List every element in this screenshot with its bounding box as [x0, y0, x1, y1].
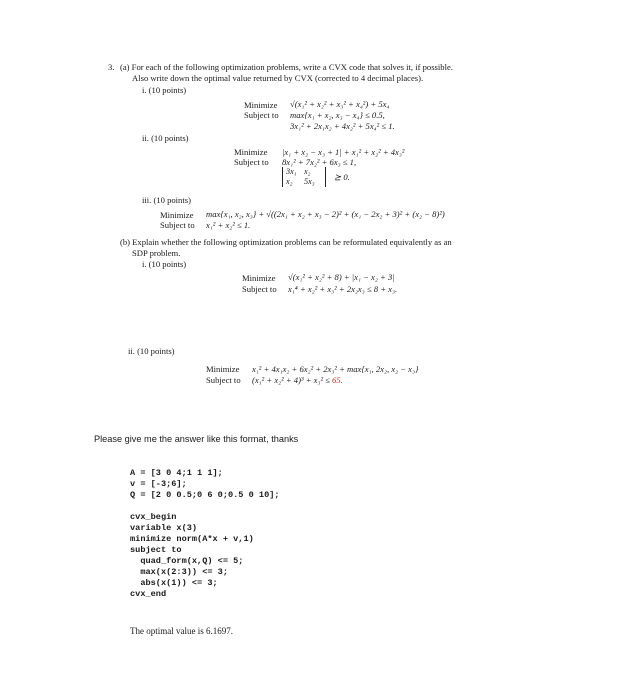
problem-b-ii-constraint-1 [252, 375, 343, 385]
code-line: quad_form(x,Q) <= 5; [130, 556, 244, 566]
code-line: cvx_begin [130, 512, 177, 522]
problem-b-i-minimize-word: Minimize [242, 273, 276, 283]
problem-a-iii-minimize-word: Minimize [160, 210, 194, 220]
code-line: max(x(2:3)) <= 3; [130, 567, 228, 577]
request-text: Please give me the answer like this format, thanks [94, 434, 299, 444]
problem-a-ii-psd-relation: ⪰ 0. [334, 172, 350, 182]
question-number: 3. [108, 62, 115, 72]
part-b-intro-line1: (b) Explain whether the following optimization problems can be reformulated equivalently as an [120, 237, 452, 247]
matrix-r2c1: x₂ [286, 177, 293, 186]
problem-a-iii-label: iii. (10 points) [142, 195, 191, 205]
code-line [130, 501, 280, 512]
problem-a-ii-matrix [282, 167, 326, 187]
problem-a-iii-subject-word: Subject to [160, 220, 195, 230]
problem-a-iii-constraint-1: x₁² + x₂² ≤ 1. [206, 220, 251, 230]
problem-b-ii-label: ii. (10 points) [128, 346, 175, 356]
matrix-r1c2: x₂ [304, 167, 311, 176]
problem-a-i-minimize-word: Minimize [244, 100, 278, 110]
matrix-r2c2: 5x₃ [304, 177, 315, 186]
part-a-intro-line1: (a) For each of the following optimization problems, write a CVX code that solves it, if possible. [120, 62, 453, 72]
problem-a-i-constraint-1: max{x₁ + x₂, x₃ − x₄} ≤ 0.5, [290, 110, 385, 120]
problem-a-i-label: i. (10 points) [142, 85, 187, 95]
code-line: cvx_end [130, 589, 167, 599]
part-a-intro-line2: Also write down the optimal value returned by CVX (corrected to 4 decimal places). [132, 73, 424, 83]
problem-a-ii-objective: |x₁ + x₂ − x₃ + 1| + x₁² + x₂² + 4x₃² [282, 147, 405, 157]
matrix-r1c1: 3x₁ [286, 167, 297, 176]
problem-b-ii-subject-word: Subject to [206, 375, 241, 385]
problem-a-i-objective: √(x₁² + x₂² + x₃² + x₄²) + 5x₄ [290, 99, 390, 109]
problem-a-iii-objective: max{x₁, x₂, x₃} + √((2x₁ + x₂ + x₃ − 2)² + (x₁ − 2x₂ + 3)² + (x₂ − 8)²) [206, 209, 445, 219]
code-line: minimize norm(A*x + v,1) [130, 534, 254, 544]
problem-b-ii-constraint-red-value: 65. [332, 375, 343, 385]
problem-b-ii-constraint-main: (x₁² + x₂² + 4)³ + x₃² ≤ [252, 375, 330, 385]
problem-a-i-subject-word: Subject to [244, 110, 279, 120]
problem-b-i-label: i. (10 points) [142, 259, 187, 269]
code-line: variable x(3) [130, 523, 198, 533]
problem-a-ii-minimize-word: Minimize [234, 147, 268, 157]
problem-b-ii-objective: x₁² + 4x₁x₂ + 6x₂² + 2x₃² + max{x₁, 2x₂, x₂ − x₃} [252, 364, 419, 374]
problem-a-ii-label: ii. (10 points) [142, 133, 189, 143]
problem-a-ii-constraint-1: 8x₁² + 7x₂² + 6x₃ ≤ 1, [282, 157, 357, 167]
problem-b-ii-minimize-word: Minimize [206, 364, 240, 374]
problem-b-i-constraint-1: x₁⁴ + x₂² + x₃² + 2x₂x₃ ≤ 8 + x₃. [288, 284, 398, 294]
code-line: subject to [130, 545, 182, 555]
cvx-code-block [130, 468, 280, 600]
code-line: Q = [2 0 0.5;0 6 0;0.5 0 10]; [130, 490, 280, 500]
problem-b-i-objective: √(x₁² + x₂² + 8) + |x₁ − x₂ + 3| [288, 272, 395, 282]
part-b-intro-line2: SDP problem. [132, 248, 181, 258]
code-line: A = [3 0 4;1 1 1]; [130, 468, 223, 478]
problem-a-i-constraint-2: 3x₁² + 2x₁x₂ + 4x₂² + 5x₄² ≤ 1. [290, 121, 395, 131]
code-line: abs(x(1)) <= 3; [130, 578, 218, 588]
code-line: v = [-3;6]; [130, 479, 187, 489]
problem-a-ii-subject-word: Subject to [234, 157, 269, 167]
problem-b-i-subject-word: Subject to [242, 284, 277, 294]
answer-text: The optimal value is 6.1697. [130, 626, 233, 636]
